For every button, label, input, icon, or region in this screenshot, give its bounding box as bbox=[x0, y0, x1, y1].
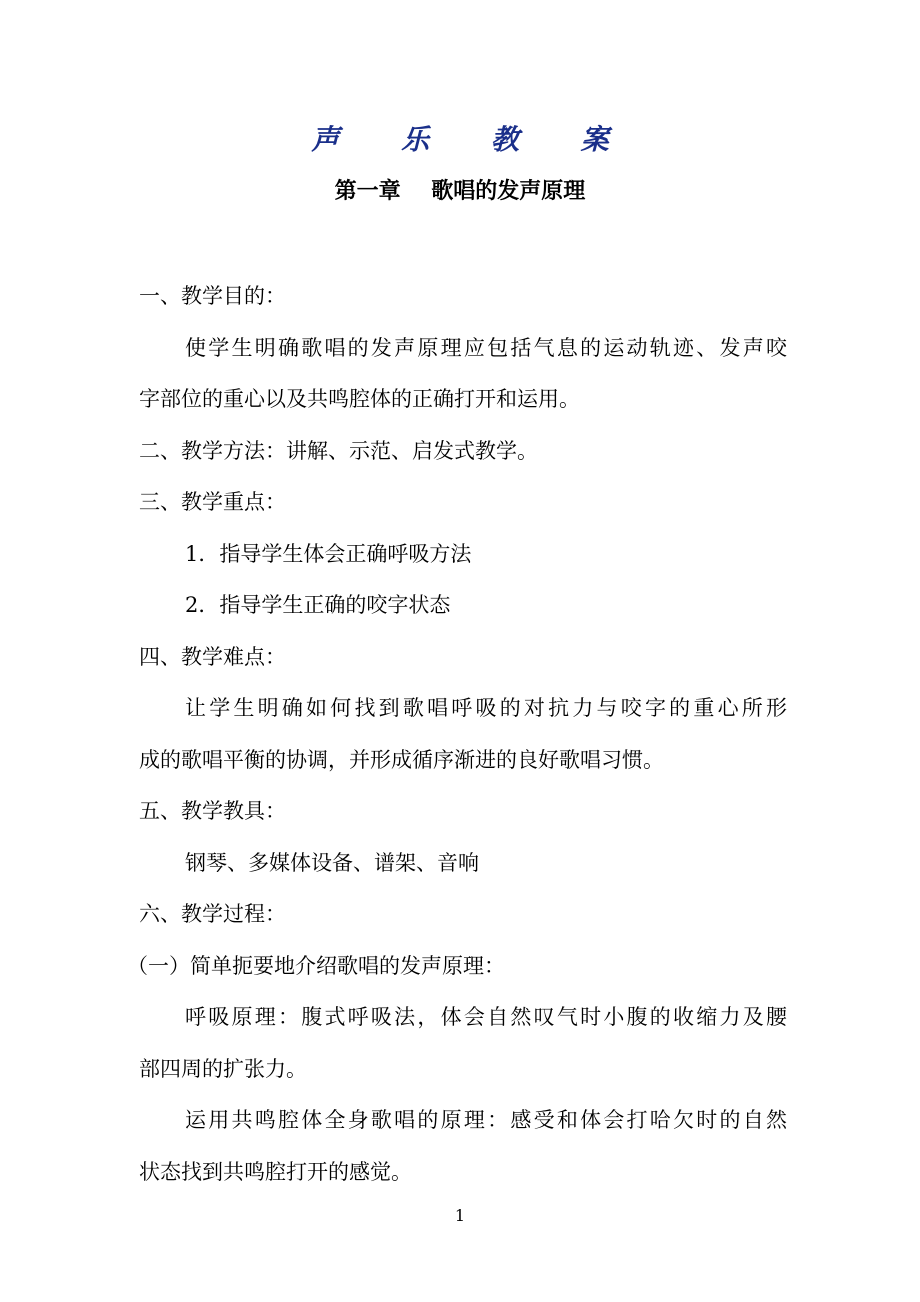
paragraph-line: 状态找到共鸣腔打开的感觉。 bbox=[139, 1159, 412, 1184]
subsection-heading: （一）简单扼要地介绍歌唱的发声原理： bbox=[127, 953, 505, 978]
paragraph-line: 运用共鸣腔体全身歌唱的原理：感受和体会打哈欠时的自然 bbox=[185, 1108, 787, 1132]
section-heading-process: 六、教学过程： bbox=[139, 902, 286, 926]
paragraph-line: 呼吸原理：腹式呼吸法，体会自然叹气时小腹的收缩力及腰 bbox=[185, 1005, 787, 1029]
section-heading-difficulties: 四、教学难点： bbox=[139, 644, 286, 669]
list-item: 1．指导学生体会正确呼吸方法 bbox=[185, 541, 472, 566]
paragraph-line: 部四周的扩张力。 bbox=[139, 1056, 307, 1081]
list-item: 2．指导学生正确的咬字状态 bbox=[185, 593, 451, 617]
paragraph-line: 使学生明确歌唱的发声原理应包括气息的运动轨迹、发声咬 bbox=[185, 335, 787, 360]
section-heading-methods: 二、教学方法：讲解、示范、启发式教学。 bbox=[139, 438, 538, 463]
paragraph-line: 钢琴、多媒体设备、谱架、音响 bbox=[185, 850, 479, 875]
section-heading-objectives: 一、教学目的： bbox=[139, 284, 286, 308]
section-heading-teaching-aids: 五、教学教具： bbox=[139, 799, 286, 823]
document-body bbox=[127, 271, 787, 1198]
document-title: 声 乐 教 案 bbox=[311, 123, 635, 156]
chapter-title: 第一章 歌唱的发声原理 bbox=[334, 178, 586, 204]
paragraph-line: 成的歌唱平衡的协调，并形成循序渐进的良好歌唱习惯。 bbox=[139, 747, 664, 772]
page-number: 1 bbox=[454, 1206, 466, 1225]
paragraph-line: 字部位的重心以及共鸣腔体的正确打开和运用。 bbox=[139, 387, 580, 411]
section-heading-key-points: 三、教学重点： bbox=[139, 490, 286, 514]
paragraph-line: 让学生明确如何找到歌唱呼吸的对抗力与咬字的重心所形 bbox=[185, 696, 787, 720]
